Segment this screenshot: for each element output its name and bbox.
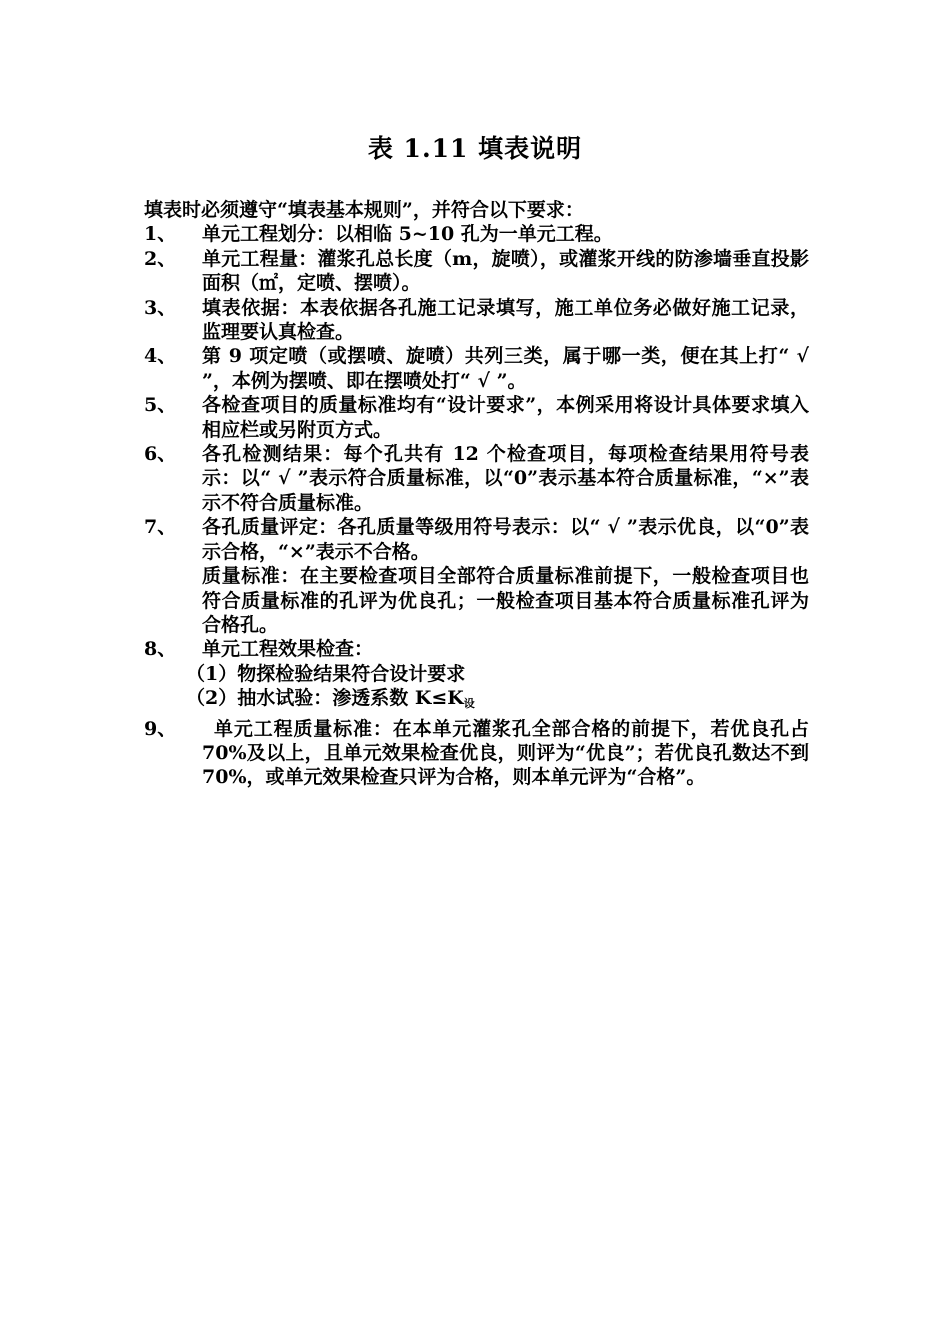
sub-item: [144, 662, 809, 686]
list-item: [144, 515, 809, 637]
item-number: 9、: [144, 717, 177, 740]
document-body: [144, 198, 809, 790]
list-item: [144, 344, 809, 393]
list-item: [144, 296, 809, 345]
item-text: 单元工程量：灌浆孔总长度（m，旋喷），或灌浆开线的防渗墙垂直投影面积（㎡，定喷、摆喷）。: [202, 247, 809, 295]
subscript-text: 设: [463, 697, 475, 711]
list-item: [144, 442, 809, 515]
item-number: 6、: [144, 443, 177, 466]
list-item: [144, 393, 809, 442]
item-text: 各孔质量评定：各孔质量等级用符号表示：以“ √ ”表示优良，以“0”表示合格，“×”表示不合格。: [202, 516, 809, 563]
item-text: 填表依据：本表依据各孔施工记录填写，施工单位务必做好施工记录，监理要认真检查。: [202, 296, 809, 344]
document-title: 表 1.11 填表说明: [367, 134, 583, 163]
item-number: 5、: [144, 394, 177, 417]
item-text: 第 9 项定喷（或摆喷、旋喷）共列三类，属于哪一类，便在其上打“ √ ”，本例为摆喷、即在摆喷处打“ √ ”。: [202, 345, 809, 392]
list-item: [144, 717, 809, 790]
item-text: 各孔检测结果：每个孔共有 12 个检查项目，每项检查结果用符号表示：以“ √ ”表示符合质量标准，以“0”表示基本符合质量标准，“×”表示不符合质量标准。: [202, 443, 809, 514]
sub-item-text: （2）抽水试验：渗透系数 K≤K: [186, 687, 464, 710]
item-number: 1、: [144, 223, 177, 246]
item-text: 单元工程质量标准：在本单元灌浆孔全部合格的前提下，若优良孔占 70%及以上，且单元效果检查优良，则评为“优良”；若优良孔数达不到 70%，或单元效果检查只评为合格，则本单元评为“合格”。: [202, 717, 809, 789]
intro-text: 填表时必须遵守“填表基本规则”，并符合以下要求：: [144, 199, 584, 221]
item-text: 各检查项目的质量标准均有“设计要求”，本例采用将设计具体要求填入相应栏或另附页方式。: [202, 394, 809, 441]
item-number: 4、: [144, 345, 177, 368]
list-item: [144, 222, 809, 246]
sub-item: [144, 686, 809, 716]
list-item: [144, 247, 809, 296]
item-text: 单元工程划分：以相临 5~10 孔为一单元工程。: [202, 223, 613, 246]
quality-standard-note: 质量标准：在主要检查项目全部符合质量标准前提下，一般检查项目也符合质量标准的孔评为优良孔；一般检查项目基本符合质量标准孔评为合格孔。: [202, 565, 809, 636]
item-number: 2、: [144, 247, 177, 270]
item-number: 7、: [144, 516, 177, 539]
item-number: 3、: [144, 296, 177, 319]
sub-item-text: （1）物探检验结果符合设计要求: [186, 662, 466, 685]
item-number: 8、: [144, 638, 177, 661]
item-text: 单元工程效果检查：: [202, 638, 374, 661]
list-item: [144, 637, 809, 661]
